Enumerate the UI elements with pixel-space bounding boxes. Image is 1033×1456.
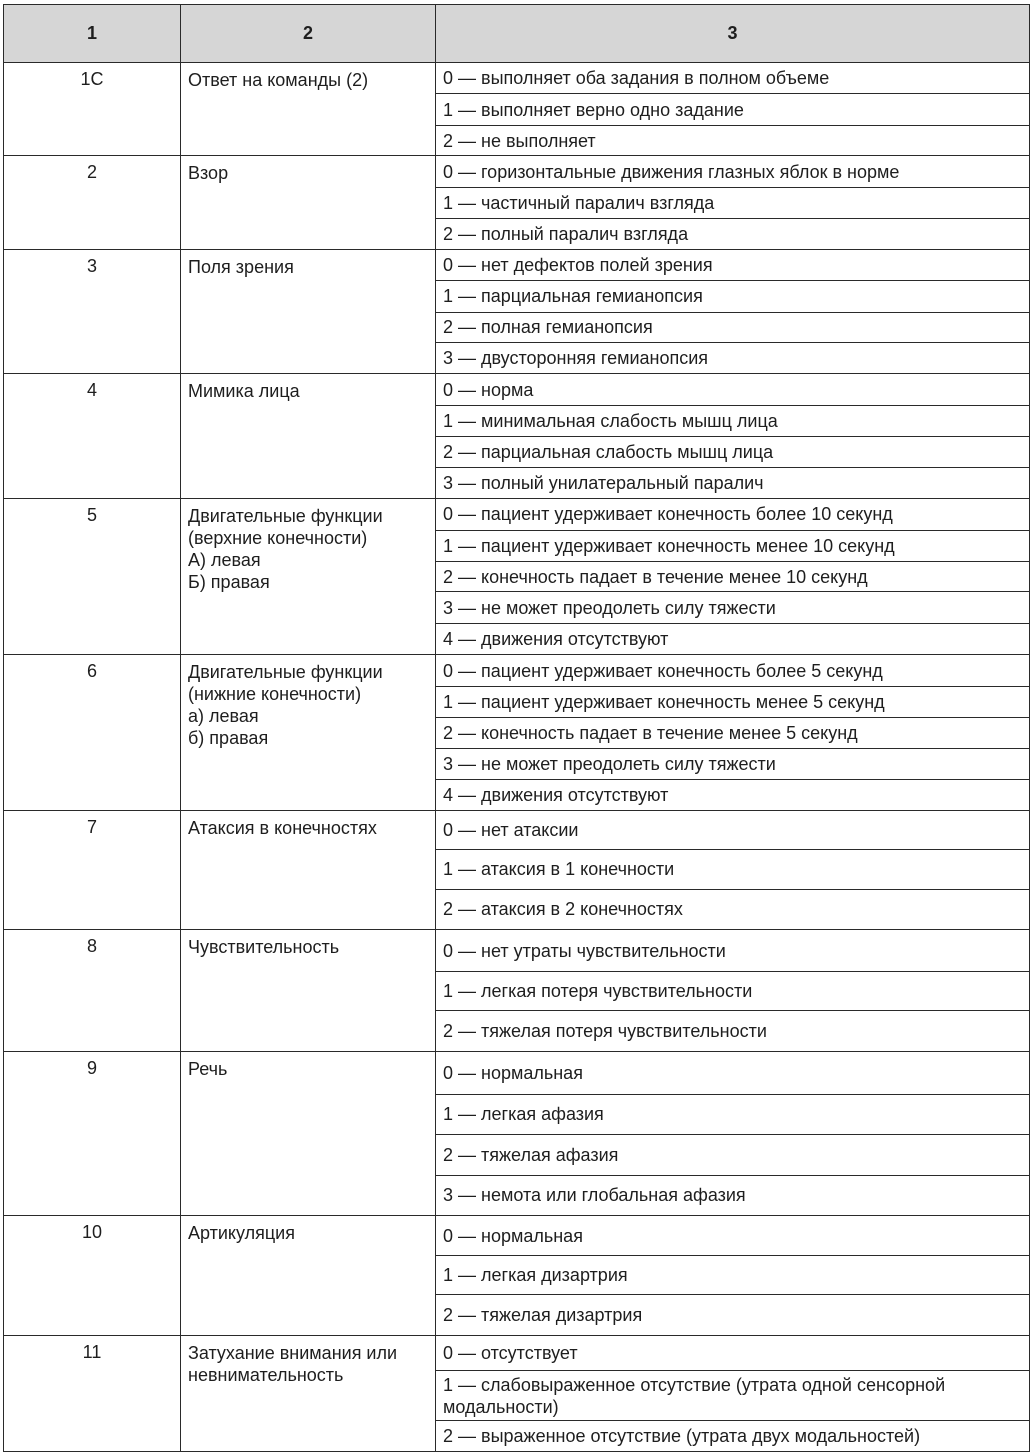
- table-row: [4, 1216, 1030, 1256]
- criterion-cell: [181, 63, 436, 156]
- item-number: 10: [4, 1216, 181, 1336]
- criterion-line: Двигательные функции: [188, 662, 383, 683]
- score-option: 2 — конечность падает в течение менее 10 секунд: [436, 562, 1030, 592]
- criterion-line: Ответ на команды (2): [188, 70, 369, 90]
- score-option: 2 — тяжелая потеря чувствительности: [436, 1011, 1030, 1052]
- score-option: 1 — частичный паралич взгляда: [436, 187, 1030, 218]
- criterion-line: Атаксия в конечностях: [188, 817, 377, 838]
- score-option: 1 — пациент удерживает конечность менее 5 секунд: [436, 686, 1030, 717]
- criterion-cell: [181, 1335, 436, 1451]
- item-number: 4: [4, 374, 181, 499]
- score-option: 1 — пациент удерживает конечность менее 10 секунд: [436, 530, 1030, 561]
- criterion-line: Взор: [188, 163, 229, 184]
- item-number: 1C: [4, 63, 181, 156]
- criterion-cell: [181, 1051, 436, 1215]
- header-row: [4, 5, 1030, 63]
- table-row: [4, 499, 1030, 530]
- score-option: 4 — движения отсутствуют: [436, 780, 1030, 810]
- table-row: [4, 249, 1030, 280]
- score-option: 0 — отсутствует: [436, 1335, 1030, 1371]
- score-option: 0 — пациент удерживает конечность более 10 секунд: [436, 499, 1030, 530]
- table-row: [4, 930, 1030, 972]
- criterion-cell: [181, 930, 436, 1052]
- criterion-line: Поля зрения: [188, 256, 294, 277]
- criterion-line: Мимика лица: [188, 381, 300, 402]
- score-option: 3 — не может преодолеть силу тяжести: [436, 748, 1030, 779]
- criterion-line: Речь: [188, 1058, 228, 1079]
- score-option: 2 — полная гемианопсия: [436, 312, 1030, 342]
- table-row: [4, 156, 1030, 187]
- item-number: 11: [4, 1335, 181, 1451]
- item-number: 6: [4, 655, 181, 810]
- item-number: 3: [4, 249, 181, 374]
- table-row: [4, 1335, 1030, 1371]
- criterion-line: Затухание внимания или: [188, 1342, 398, 1363]
- score-option: 2 — тяжелая афазия: [436, 1135, 1030, 1176]
- table-header: [4, 5, 1030, 63]
- criterion-line: А) левая: [188, 550, 261, 571]
- table-row: [4, 1051, 1030, 1094]
- score-option: 1 — легкая афазия: [436, 1094, 1030, 1135]
- item-number: 9: [4, 1051, 181, 1215]
- criterion-line: Двигательные функции: [188, 506, 383, 527]
- score-option: 2 — полный паралич взгляда: [436, 219, 1030, 249]
- score-option: 2 — тяжелая дизартрия: [436, 1295, 1030, 1336]
- score-option: 0 — нормальная: [436, 1216, 1030, 1256]
- score-option: 2 — конечность падает в течение менее 5 секунд: [436, 718, 1030, 748]
- table-body: [4, 63, 1030, 1452]
- criterion-line: Чувствительность: [188, 937, 340, 958]
- score-option: 2 — выраженное отсутствие (утрата двух модальностей): [436, 1421, 1030, 1452]
- criterion-line: невнимательность: [188, 1364, 344, 1385]
- header-col-2: 2: [181, 5, 436, 63]
- score-option: 0 — нормальная: [436, 1051, 1030, 1094]
- criterion-line: (верхние конечности): [188, 528, 368, 549]
- item-number: 8: [4, 930, 181, 1052]
- criterion-cell: [181, 374, 436, 499]
- criterion-cell: [181, 499, 436, 655]
- score-option: 3 — двусторонняя гемианопсия: [436, 342, 1030, 373]
- criterion-line: а) левая: [188, 706, 259, 727]
- criterion-line: (нижние конечности): [188, 684, 362, 705]
- score-option: 0 — пациент удерживает конечность более 5 секунд: [436, 655, 1030, 686]
- score-option: 1 — парциальная гемианопсия: [436, 281, 1030, 312]
- score-option: 2 — парциальная слабость мышц лица: [436, 437, 1030, 467]
- score-option: 0 — выполняет оба задания в полном объеме: [436, 63, 1030, 94]
- score-option: 0 — нет атаксии: [436, 810, 1030, 850]
- criterion-line: Артикуляция: [188, 1223, 295, 1244]
- table-row: [4, 374, 1030, 405]
- score-option: 4 — движения отсутствуют: [436, 623, 1030, 654]
- score-option: 3 — полный унилатеральный паралич: [436, 467, 1030, 498]
- score-option: 1 — атаксия в 1 конечности: [436, 850, 1030, 890]
- item-number: 2: [4, 156, 181, 249]
- score-option: 0 — горизонтальные движения глазных яблок в норме: [436, 156, 1030, 187]
- item-number: 7: [4, 810, 181, 930]
- scale-table: [3, 4, 1030, 1452]
- score-option: 1 — легкая дизартрия: [436, 1255, 1030, 1295]
- header-col-1: 1: [4, 5, 181, 63]
- score-option: 1 — выполняет верно одно задание: [436, 94, 1030, 125]
- score-option: 2 — атаксия в 2 конечностях: [436, 889, 1030, 930]
- header-col-3: 3: [436, 5, 1030, 63]
- criterion-line: б) правая: [188, 728, 269, 749]
- score-option: 0 — норма: [436, 374, 1030, 405]
- criterion-cell: [181, 810, 436, 930]
- score-option: 1 — минимальная слабость мышц лица: [436, 405, 1030, 436]
- score-option: 3 — не может преодолеть силу тяжести: [436, 592, 1030, 623]
- score-option: 2 — не выполняет: [436, 125, 1030, 155]
- criterion-cell: [181, 655, 436, 810]
- score-option: 0 — нет дефектов полей зрения: [436, 249, 1030, 280]
- score-option: 1 — легкая потеря чувствительности: [436, 971, 1030, 1011]
- criterion-cell: [181, 156, 436, 249]
- score-option: 3 — немота или глобальная афазия: [436, 1175, 1030, 1216]
- table-row: [4, 810, 1030, 850]
- score-option: 1 — слабовыраженное отсутствие (утрата одной сенсорной модальности): [436, 1371, 1030, 1421]
- criterion-line: Б) правая: [188, 572, 270, 593]
- criterion-cell: [181, 1216, 436, 1336]
- table-row: [4, 655, 1030, 686]
- criterion-cell: [181, 249, 436, 374]
- score-option: 0 — нет утраты чувствительности: [436, 930, 1030, 972]
- table-row: [4, 63, 1030, 94]
- item-number: 5: [4, 499, 181, 655]
